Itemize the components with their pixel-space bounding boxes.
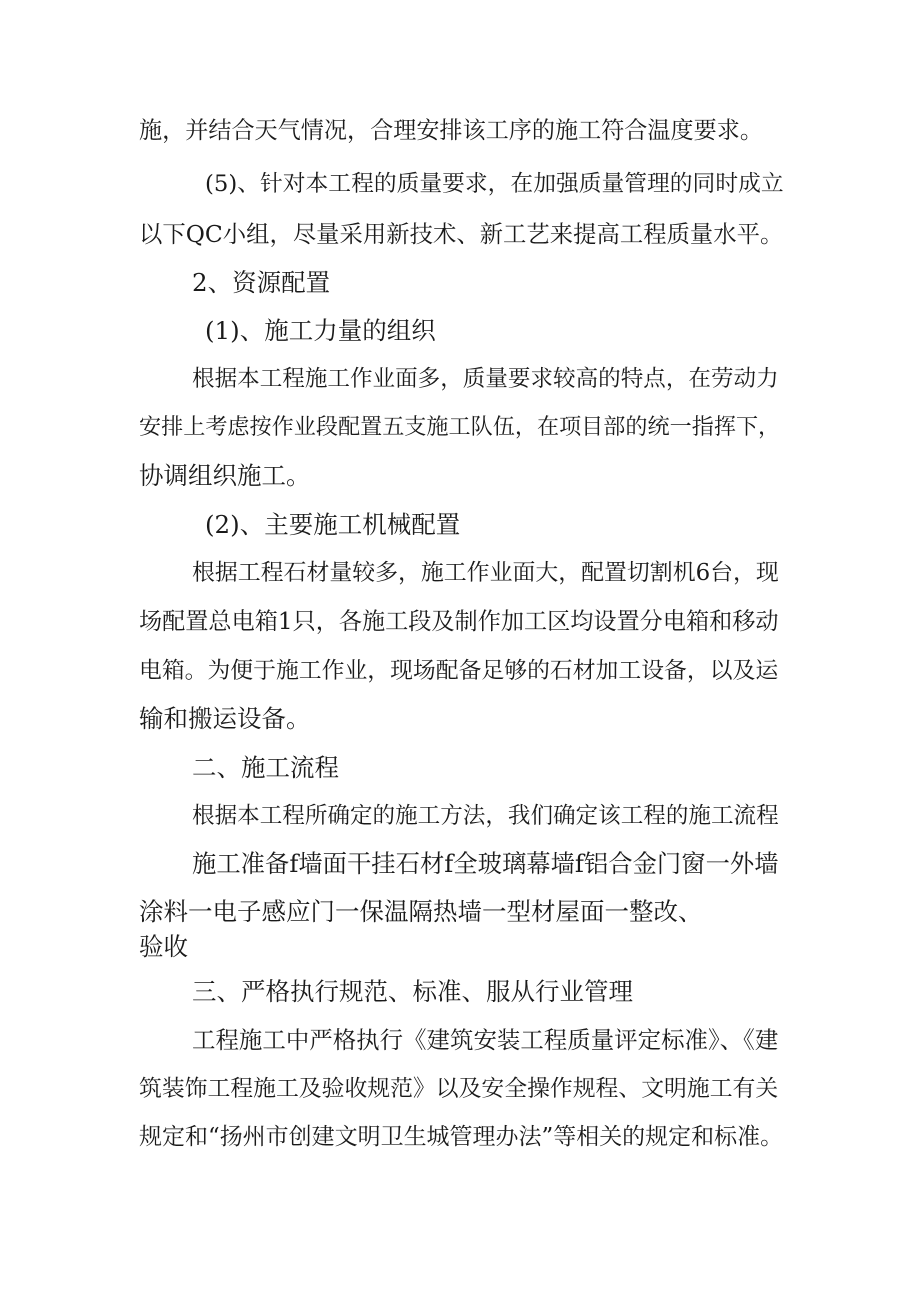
subheading-machinery: (2)、主要施工机械配置: [205, 510, 461, 539]
paragraph-line-7: 安排上考虑按作业段配置五支施工队伍，在项目部的统一指挥下，: [139, 414, 781, 440]
section-heading-process: 二、施工流程: [192, 753, 339, 782]
paragraph-line-11: 场配置总电箱1只，各施工段及制作加工区均设置分电箱和移动: [139, 609, 779, 635]
paragraph-line-18: 验收: [139, 932, 188, 961]
paragraph-line-15: 根据本工程所确定的施工方法，我们确定该工程的施工流程: [192, 803, 779, 829]
section-heading-resource: 2、资源配置: [192, 268, 331, 297]
paragraph-line-1: 施，并结合天气情况，合理安排该工序的施工符合温度要求。: [139, 118, 763, 144]
paragraph-line-8: 协调组织施工。: [139, 461, 311, 490]
paragraph-line-13: 输和搬运设备。: [139, 704, 311, 733]
paragraph-line-3: 以下QC小组，尽量采用新技术、新工艺来提高工程质量水平。: [139, 220, 784, 248]
paragraph-line-20: 工程施工中严格执行《建筑安装工程质量评定标准》、《建: [192, 1026, 779, 1054]
paragraph-line-12: 电箱。为便于施工作业，现场配备足够的石材加工设备，以及运: [139, 658, 779, 684]
paragraph-line-17: 涂料一电子感应门一保温隔热墙一型材屋面一整改、: [139, 897, 703, 926]
section-heading-standards: 三、严格执行规范、标准、服从行业管理: [192, 977, 633, 1006]
paragraph-line-16: 施工准备f墙面干挂石材f全玻璃幕墙f铝合金门窗一外墙: [192, 849, 779, 878]
paragraph-line-21: 筑装饰工程施工及验收规范》以及安全操作规程、文明施工有关: [139, 1076, 779, 1102]
subheading-workforce: (1)、施工力量的组织: [205, 316, 436, 345]
paragraph-line-2: (5)、针对本工程的质量要求，在加强质量管理的同时成立: [205, 171, 784, 197]
paragraph-line-10: 根据工程石材量较多，施工作业面大，配置切割机6台，现: [192, 560, 779, 586]
paragraph-line-6: 根据本工程施工作业面多，质量要求较高的特点，在劳动力: [192, 366, 779, 392]
paragraph-line-22: 规定和“扬州市创建文明卫生城管理办法”等相关的规定和标准。: [139, 1124, 784, 1150]
